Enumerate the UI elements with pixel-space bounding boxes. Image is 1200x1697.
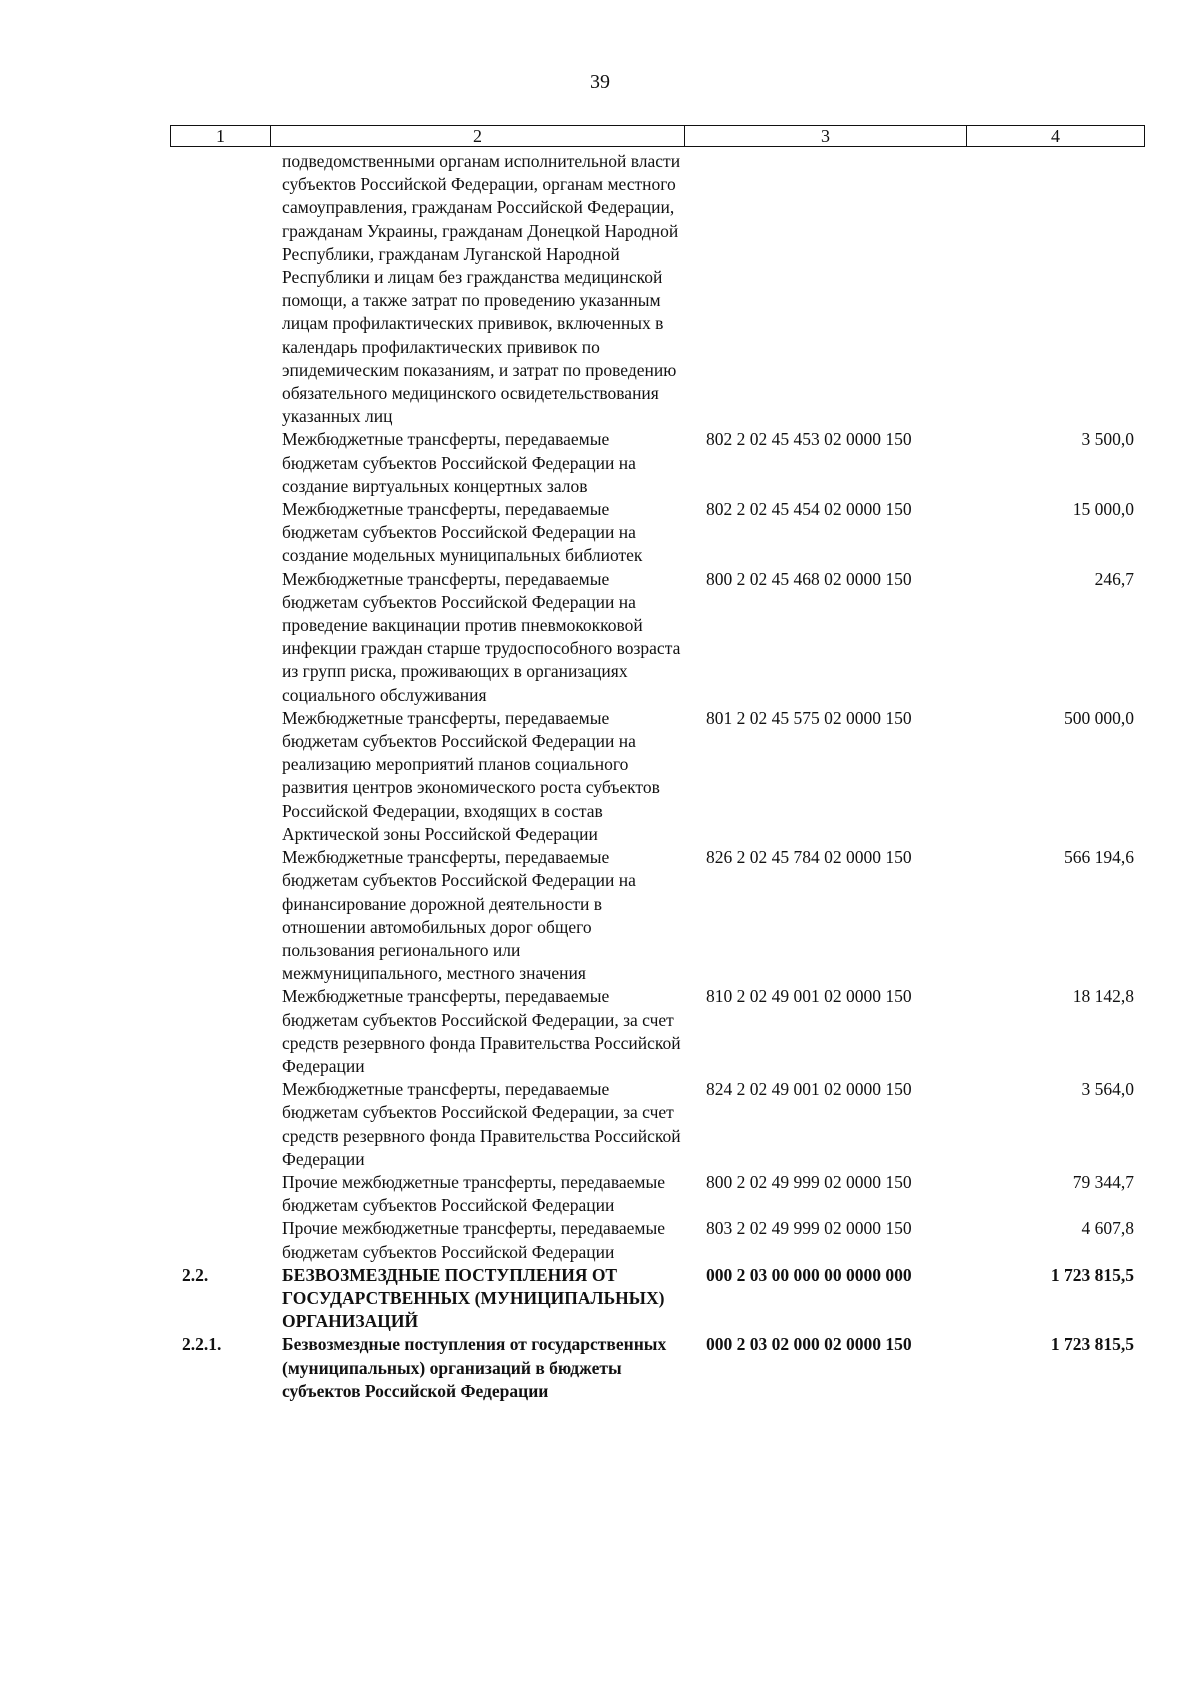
row-budget-code: 824 2 02 49 001 02 0000 150 <box>706 1079 912 1100</box>
row-amount: 1 723 815,5 <box>1050 1264 1134 1285</box>
row-budget-code: 810 2 02 49 001 02 0000 150 <box>706 986 912 1007</box>
row-description: Безвозмездные поступления от государственных (муниципальных) организаций в бюджеты субъектов Российской Федерации <box>282 1334 667 1401</box>
row-amount: 500 000,0 <box>1064 707 1134 728</box>
row-budget-code: 801 2 02 45 575 02 0000 150 <box>706 707 912 728</box>
row-budget-code: 800 2 02 45 468 02 0000 150 <box>706 568 912 589</box>
row-budget-code: 802 2 02 45 453 02 0000 150 <box>706 429 912 450</box>
row-amount: 18 142,8 <box>1072 986 1134 1007</box>
row-budget-code: 803 2 02 49 999 02 0000 150 <box>706 1218 912 1239</box>
table-row <box>170 150 1144 428</box>
row-description: Межбюджетные трансферты, передаваемые бюджетам субъектов Российской Федерации на реализацию мероприятий планов социального развития центров экономического роста субъектов Российской Федерации, входящих в состав Арктической зоны Российской Федерации <box>282 707 660 844</box>
table-row <box>170 1333 1144 1403</box>
table-row <box>170 1217 1144 1263</box>
row-amount: 1 723 815,5 <box>1050 1334 1134 1355</box>
table-row <box>170 707 1144 846</box>
row-budget-code: 800 2 02 49 999 02 0000 150 <box>706 1171 912 1192</box>
row-amount: 246,7 <box>1094 568 1134 589</box>
column-header-2: 2 <box>271 126 685 147</box>
row-description: БЕЗВОЗМЕЗДНЫЕ ПОСТУПЛЕНИЯ ОТ ГОСУДАРСТВЕННЫХ (МУНИЦИПАЛЬНЫХ) ОРГАНИЗАЦИЙ <box>282 1264 665 1332</box>
row-description: Межбюджетные трансферты, передаваемые бюджетам субъектов Российской Федерации, за счет средств резервного фонда Правительства Российской Федерации <box>282 1079 681 1169</box>
column-header-row <box>171 126 1145 147</box>
row-description: Межбюджетные трансферты, передаваемые бюджетам субъектов Российской Федерации на создание модельных муниципальных библиотек <box>282 499 643 566</box>
table-row <box>170 428 1144 498</box>
column-header-table <box>170 125 1145 147</box>
column-header-4: 4 <box>967 126 1145 147</box>
table-row <box>170 568 1144 707</box>
row-description: Межбюджетные трансферты, передаваемые бюджетам субъектов Российской Федерации на проведение вакцинации против пневмококковой инфекции граждан старше трудоспособного возраста из групп риска, проживающих в организациях социального обслуживания <box>282 568 681 705</box>
row-amount: 3 564,0 <box>1081 1079 1134 1100</box>
column-header-3: 3 <box>685 126 967 147</box>
table-row <box>170 498 1144 568</box>
row-description: Межбюджетные трансферты, передаваемые бюджетам субъектов Российской Федерации, за счет средств резервного фонда Правительства Российской Федерации <box>282 986 681 1076</box>
row-amount: 15 000,0 <box>1072 499 1134 520</box>
page-number: 39 <box>590 71 610 93</box>
row-description: Межбюджетные трансферты, передаваемые бюджетам субъектов Российской Федерации на финансирование дорожной деятельности в отношении автомобильных дорог общего пользования регионального или межмуниципального, местного значения <box>282 847 636 984</box>
table-row <box>170 1264 1144 1334</box>
row-description: Прочие межбюджетные трансферты, передаваемые бюджетам субъектов Российской Федерации <box>282 1171 665 1216</box>
row-description: подведомственными органам исполнительной власти субъектов Российской Федерации, органам местного самоуправления, гражданам Российской Федерации, гражданам Украины, гражданам Донецкой Народной Республики, гражданам Луганской Народной Республики и лицам без гражданства медицинской помощи, а также затрат по проведению указанным лицам профилактических прививок, включенных в календарь профилактических прививок по эпидемическим показаниям, и затрат по проведению обязательного медицинского освидетельствования указанных лиц <box>282 151 681 427</box>
table-row <box>170 1078 1144 1171</box>
row-budget-code: 826 2 02 45 784 02 0000 150 <box>706 847 912 868</box>
row-number: 2.2. <box>182 1264 209 1285</box>
row-budget-code: 000 2 03 00 000 00 0000 000 <box>706 1264 912 1285</box>
row-amount: 566 194,6 <box>1064 847 1134 868</box>
table-row <box>170 846 1144 985</box>
row-budget-code: 000 2 03 02 000 02 0000 150 <box>706 1334 912 1355</box>
table-row <box>170 1171 1144 1217</box>
row-budget-code: 802 2 02 45 454 02 0000 150 <box>706 499 912 520</box>
row-description: Прочие межбюджетные трансферты, передаваемые бюджетам субъектов Российской Федерации <box>282 1218 665 1262</box>
table-row <box>170 985 1144 1078</box>
row-amount: 4 607,8 <box>1081 1218 1134 1239</box>
row-amount: 79 344,7 <box>1072 1171 1134 1192</box>
column-header-1: 1 <box>171 126 271 147</box>
row-amount: 3 500,0 <box>1081 429 1134 450</box>
row-number: 2.2.1. <box>182 1334 222 1355</box>
budget-table-body <box>170 150 1144 1403</box>
row-description: Межбюджетные трансферты, передаваемые бюджетам субъектов Российской Федерации на создание виртуальных концертных залов <box>282 429 636 496</box>
